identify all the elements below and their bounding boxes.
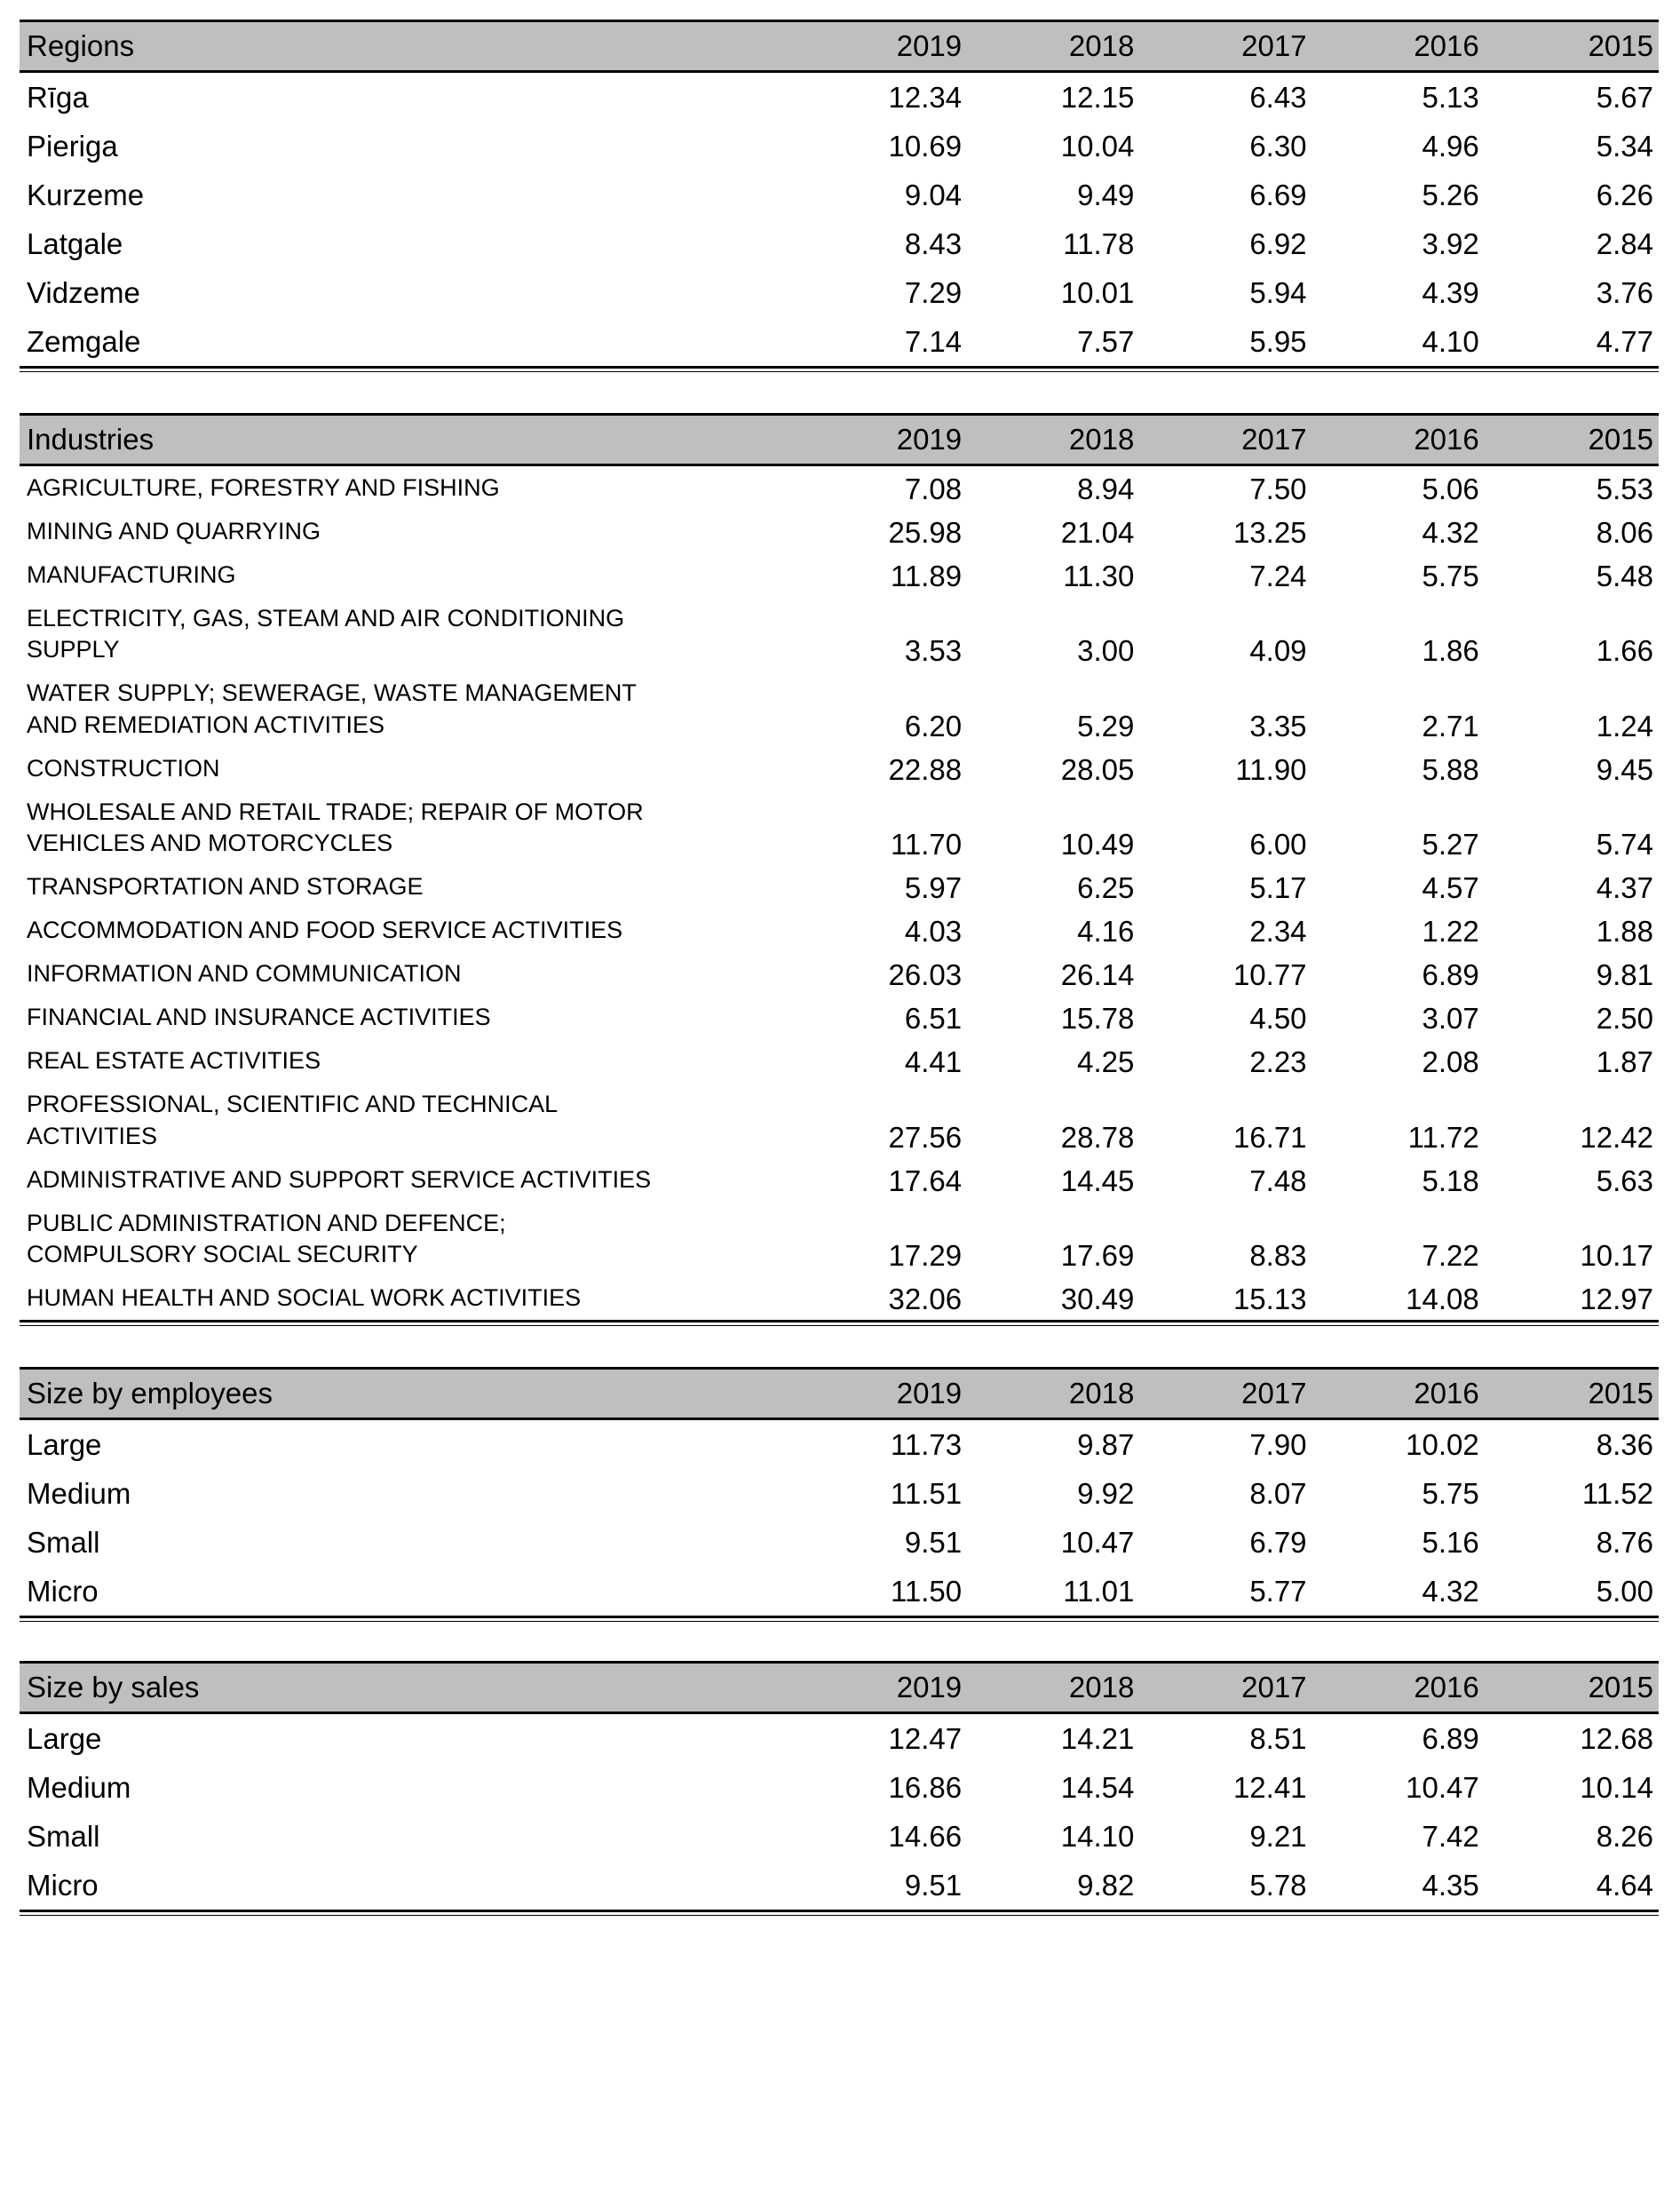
cell-2015: 8.06 [1596, 516, 1653, 550]
row-label: Pieriga [27, 130, 118, 163]
cell-2019: 26.03 [888, 958, 963, 992]
column-header-2018: 2018 [967, 1662, 1139, 1712]
cell-2016: 3.92 [1422, 227, 1479, 260]
row-label: ELECTRICITY, GAS, STEAM AND AIR CONDITIONING SUPPLY [27, 605, 625, 663]
row-label: Kurzeme [27, 179, 145, 211]
cell-2017: 5.78 [1249, 1868, 1307, 1902]
cell-2016: 4.35 [1422, 1868, 1479, 1902]
table-row [20, 996, 1659, 1039]
row-label: Micro [27, 1574, 99, 1608]
table-row [20, 1567, 1659, 1616]
cell-2017: 6.92 [1249, 227, 1307, 260]
row-label: Medium [27, 1476, 131, 1510]
table-header-row [20, 21, 1659, 72]
cell-2015: 5.34 [1596, 130, 1653, 163]
cell-2017: 5.94 [1249, 276, 1307, 309]
cell-2017: 8.51 [1249, 1721, 1307, 1755]
column-header-2018: 2018 [967, 415, 1139, 465]
table-header-row [20, 415, 1659, 465]
cell-2017: 3.35 [1249, 709, 1307, 743]
row-label: Latgale [27, 227, 123, 260]
cell-2018: 26.14 [1060, 958, 1135, 992]
row-label: ADMINISTRATIVE AND SUPPORT SERVICE ACTIVITIES [27, 1165, 652, 1193]
cell-2017: 7.90 [1249, 1427, 1307, 1461]
column-header-2019: 2019 [795, 21, 967, 72]
cell-2018: 17.69 [1060, 1238, 1135, 1272]
cell-2019: 25.98 [888, 516, 963, 550]
cell-2018: 11.30 [1063, 560, 1135, 593]
cell-2016: 5.75 [1422, 1476, 1479, 1510]
table-row [20, 317, 1659, 366]
cell-2015: 6.26 [1596, 179, 1653, 211]
cell-2016: 10.47 [1406, 1770, 1479, 1804]
table-row [20, 1158, 1659, 1202]
cell-2015: 4.77 [1596, 325, 1653, 358]
column-header-2016: 2016 [1312, 21, 1485, 72]
row-label: Zemgale [27, 325, 141, 358]
size-by-sales-table-body [20, 1712, 1659, 1910]
table-bottom-rule [20, 1616, 1659, 1618]
cell-2015: 9.81 [1596, 958, 1653, 992]
cell-2019: 9.51 [904, 1868, 963, 1902]
cell-2018: 10.01 [1060, 276, 1135, 309]
cell-2017: 4.09 [1249, 634, 1307, 668]
cell-2016: 5.18 [1422, 1164, 1479, 1197]
column-header-2015: 2015 [1485, 415, 1659, 465]
cell-2015: 5.48 [1596, 560, 1653, 593]
cell-2018: 11.78 [1063, 227, 1135, 260]
cell-2015: 11.52 [1581, 1476, 1653, 1510]
cell-2018: 10.49 [1060, 827, 1135, 861]
cell-2015: 1.88 [1596, 915, 1653, 949]
cell-2017: 2.34 [1249, 915, 1307, 949]
regions-table [20, 20, 1659, 366]
table-row [20, 1276, 1659, 1320]
cell-2019: 17.29 [888, 1238, 963, 1272]
table-row [20, 1763, 1659, 1812]
cell-2016: 7.22 [1422, 1238, 1479, 1272]
cell-2015: 12.68 [1580, 1721, 1653, 1755]
table-header-row [20, 1368, 1659, 1418]
cell-2019: 3.53 [904, 634, 963, 668]
column-header-size-by-employees: Size by employees [20, 1368, 795, 1418]
row-label: MANUFACTURING [27, 561, 236, 589]
table-row [20, 909, 1659, 952]
cell-2019: 9.51 [904, 1525, 963, 1559]
table-row [20, 952, 1659, 996]
table-row [20, 1469, 1659, 1518]
column-header-2017: 2017 [1139, 1662, 1312, 1712]
regions-table-head [20, 21, 1659, 72]
cell-2016: 4.32 [1422, 1574, 1479, 1608]
size-by-employees-table-body [20, 1418, 1659, 1616]
cell-2017: 5.17 [1249, 871, 1307, 905]
table-row [20, 747, 1659, 790]
column-header-2018: 2018 [967, 1368, 1139, 1418]
table-row [20, 510, 1659, 553]
cell-2015: 5.74 [1596, 827, 1653, 861]
row-label: REAL ESTATE ACTIVITIES [27, 1047, 321, 1075]
cell-2015: 10.14 [1580, 1770, 1653, 1804]
row-label: Small [27, 1525, 100, 1559]
table-row [20, 1518, 1659, 1567]
cell-2019: 5.97 [904, 871, 963, 905]
cell-2018: 14.10 [1060, 1819, 1135, 1853]
cell-2016: 7.42 [1422, 1819, 1479, 1853]
table-row [20, 122, 1659, 171]
cell-2018: 28.05 [1060, 752, 1135, 786]
table-row [20, 790, 1659, 865]
cell-2016: 14.08 [1406, 1282, 1479, 1315]
table-row [20, 1418, 1659, 1469]
regions-table-body [20, 72, 1659, 367]
cell-2017: 6.00 [1249, 827, 1307, 861]
table-bottom-rule [20, 1320, 1659, 1322]
cell-2019: 17.64 [888, 1164, 963, 1197]
cell-2019: 16.86 [888, 1770, 963, 1804]
cell-2018: 15.78 [1060, 1002, 1135, 1036]
column-header-size-by-sales: Size by sales [20, 1662, 795, 1712]
cell-2019: 6.20 [904, 709, 963, 743]
cell-2019: 11.51 [891, 1476, 963, 1510]
cell-2015: 5.63 [1596, 1164, 1653, 1197]
cell-2018: 4.16 [1077, 915, 1135, 949]
table-header-row [20, 1662, 1659, 1712]
column-header-2019: 2019 [795, 415, 967, 465]
table-row [20, 268, 1659, 317]
cell-2018: 30.49 [1060, 1282, 1135, 1315]
cell-2015: 9.45 [1596, 752, 1653, 786]
column-header-2018: 2018 [967, 21, 1139, 72]
cell-2015: 4.37 [1596, 871, 1653, 905]
cell-2018: 9.87 [1077, 1427, 1135, 1461]
cell-2019: 7.14 [904, 325, 963, 358]
cell-2017: 9.21 [1249, 1819, 1307, 1853]
cell-2016: 4.32 [1422, 516, 1479, 550]
column-header-2016: 2016 [1312, 1662, 1485, 1712]
row-label: FINANCIAL AND INSURANCE ACTIVITIES [27, 1004, 491, 1031]
cell-2017: 15.13 [1232, 1282, 1307, 1315]
table-row [20, 1039, 1659, 1083]
cell-2019: 7.08 [904, 473, 963, 506]
column-header-2015: 2015 [1485, 1662, 1659, 1712]
table-bottom-rule [20, 1910, 1659, 1912]
cell-2015: 4.64 [1596, 1868, 1653, 1902]
table-row [20, 671, 1659, 746]
cell-2016: 3.07 [1422, 1002, 1479, 1036]
cell-2015: 3.76 [1596, 276, 1653, 309]
table-row [20, 865, 1659, 909]
cell-2018: 5.29 [1077, 709, 1135, 743]
cell-2017: 8.07 [1249, 1476, 1307, 1510]
cell-2019: 14.66 [888, 1819, 963, 1853]
cell-2017: 16.71 [1232, 1120, 1307, 1154]
industries-table [20, 413, 1659, 1320]
row-label: TRANSPORTATION AND STORAGE [27, 872, 424, 900]
size-by-employees-table-head [20, 1368, 1659, 1418]
cell-2016: 4.57 [1422, 871, 1479, 905]
cell-2019: 8.43 [904, 227, 963, 260]
cell-2018: 8.94 [1077, 473, 1135, 506]
table-row [20, 465, 1659, 511]
table-row [20, 219, 1659, 268]
cell-2018: 9.49 [1077, 179, 1135, 211]
cell-2018: 28.78 [1060, 1120, 1135, 1154]
cell-2017: 4.50 [1249, 1002, 1307, 1036]
cell-2019: 4.03 [904, 915, 963, 949]
cell-2015: 8.76 [1596, 1525, 1653, 1559]
cell-2018: 14.21 [1060, 1721, 1135, 1755]
cell-2017: 10.77 [1232, 958, 1307, 992]
cell-2016: 2.71 [1422, 709, 1479, 743]
cell-2018: 9.82 [1077, 1868, 1135, 1902]
cell-2016: 5.27 [1422, 827, 1479, 861]
cell-2018: 6.25 [1077, 871, 1135, 905]
cell-2017: 12.41 [1232, 1770, 1307, 1804]
row-label: Large [27, 1427, 102, 1461]
cell-2017: 13.25 [1232, 516, 1307, 550]
row-label: Large [27, 1721, 102, 1755]
cell-2019: 9.04 [904, 179, 963, 211]
row-label: CONSTRUCTION [27, 754, 220, 782]
cell-2018: 10.47 [1060, 1525, 1135, 1559]
cell-2015: 5.00 [1596, 1574, 1653, 1608]
table-spacer [20, 372, 1659, 413]
cell-2018: 21.04 [1060, 516, 1135, 550]
table-row [20, 1202, 1659, 1276]
cell-2016: 1.86 [1422, 634, 1479, 668]
column-header-2017: 2017 [1139, 1368, 1312, 1418]
cell-2016: 4.39 [1422, 276, 1479, 309]
industries-table-head [20, 415, 1659, 465]
cell-2016: 10.02 [1406, 1427, 1479, 1461]
cell-2019: 6.51 [904, 1002, 963, 1036]
cell-2019: 22.88 [888, 752, 963, 786]
cell-2015: 10.17 [1580, 1238, 1653, 1272]
cell-2016: 11.72 [1407, 1120, 1479, 1154]
cell-2018: 9.92 [1077, 1476, 1135, 1510]
column-header-2015: 2015 [1485, 1368, 1659, 1418]
column-header-2017: 2017 [1139, 21, 1312, 72]
cell-2019: 10.69 [888, 130, 963, 163]
row-label: Vidzeme [27, 276, 140, 309]
cell-2019: 4.41 [904, 1045, 963, 1079]
cell-2018: 3.00 [1077, 634, 1135, 668]
column-header-2016: 2016 [1312, 415, 1485, 465]
row-label: PROFESSIONAL, SCIENTIFIC AND TECHNICAL ACTIVITIES [27, 1091, 559, 1149]
table-row [20, 1812, 1659, 1861]
table-bottom-rule [20, 366, 1659, 369]
cell-2017: 7.48 [1249, 1164, 1307, 1197]
size-by-sales-table [20, 1661, 1659, 1910]
cell-2017: 6.30 [1249, 130, 1307, 163]
row-label: Rīga [27, 81, 89, 114]
table-row [20, 72, 1659, 123]
cell-2018: 7.57 [1077, 325, 1135, 358]
cell-2016: 5.75 [1422, 560, 1479, 593]
row-label: WHOLESALE AND RETAIL TRADE; REPAIR OF MOTOR VEHICLES AND MOTORCYCLES [27, 798, 644, 856]
row-label: Micro [27, 1868, 99, 1902]
cell-2016: 2.08 [1422, 1045, 1479, 1079]
size-by-employees-table [20, 1367, 1659, 1616]
industries-table-body [20, 465, 1659, 1320]
row-label: MINING AND QUARRYING [27, 518, 321, 545]
column-header-2019: 2019 [795, 1662, 967, 1712]
cell-2017: 6.69 [1249, 179, 1307, 211]
table-row [20, 553, 1659, 597]
cell-2019: 11.70 [891, 827, 963, 861]
cell-2015: 2.84 [1596, 227, 1653, 260]
cell-2017: 8.83 [1249, 1238, 1307, 1272]
cell-2015: 12.42 [1580, 1120, 1653, 1154]
row-label: INFORMATION AND COMMUNICATION [27, 960, 462, 988]
table-row [20, 1083, 1659, 1157]
cell-2017: 7.24 [1249, 560, 1307, 593]
cell-2019: 11.73 [891, 1427, 963, 1461]
cell-2018: 14.54 [1060, 1770, 1135, 1804]
cell-2018: 11.01 [1063, 1574, 1135, 1608]
cell-2016: 5.88 [1422, 752, 1479, 786]
cell-2017: 6.43 [1249, 81, 1307, 114]
cell-2019: 32.06 [888, 1282, 963, 1315]
cell-2018: 10.04 [1060, 130, 1135, 163]
cell-2019: 11.50 [891, 1574, 963, 1608]
row-label: Small [27, 1819, 100, 1853]
cell-2015: 8.36 [1596, 1427, 1653, 1461]
cell-2016: 5.06 [1422, 473, 1479, 506]
cell-2017: 5.77 [1249, 1574, 1307, 1608]
cell-2015: 12.97 [1580, 1282, 1653, 1315]
column-header-2016: 2016 [1312, 1368, 1485, 1418]
cell-2015: 1.87 [1596, 1045, 1653, 1079]
cell-2015: 5.53 [1596, 473, 1653, 506]
cell-2015: 8.26 [1596, 1819, 1653, 1853]
row-label: PUBLIC ADMINISTRATION AND DEFENCE; COMPULSORY SOCIAL SECURITY [27, 1209, 506, 1267]
column-header-2015: 2015 [1485, 21, 1659, 72]
cell-2018: 14.45 [1060, 1164, 1135, 1197]
column-header-2019: 2019 [795, 1368, 967, 1418]
cell-2015: 5.67 [1596, 81, 1653, 114]
column-header-2017: 2017 [1139, 415, 1312, 465]
cell-2019: 12.34 [888, 81, 963, 114]
table-row [20, 171, 1659, 219]
cell-2019: 12.47 [888, 1721, 963, 1755]
cell-2016: 4.96 [1422, 130, 1479, 163]
column-header-industries: Industries [20, 415, 795, 465]
cell-2017: 2.23 [1249, 1045, 1307, 1079]
cell-2018: 4.25 [1077, 1045, 1135, 1079]
row-label: ACCOMMODATION AND FOOD SERVICE ACTIVITIES [27, 917, 623, 944]
table-row [20, 1712, 1659, 1763]
cell-2016: 6.89 [1422, 958, 1479, 992]
cell-2016: 6.89 [1422, 1721, 1479, 1755]
cell-2016: 4.10 [1422, 325, 1479, 358]
table-row [20, 597, 1659, 671]
cell-2016: 1.22 [1422, 915, 1479, 949]
size-by-sales-table-head [20, 1662, 1659, 1712]
column-header-regions: Regions [20, 21, 795, 72]
cell-2018: 12.15 [1060, 81, 1135, 114]
table-bottom-rule-thin [20, 1915, 1659, 1916]
table-spacer [20, 1326, 1659, 1367]
row-label: AGRICULTURE, FORESTRY AND FISHING [27, 474, 500, 501]
cell-2017: 11.90 [1235, 752, 1307, 786]
cell-2019: 27.56 [888, 1120, 963, 1154]
cell-2015: 1.66 [1596, 634, 1653, 668]
cell-2017: 6.79 [1249, 1525, 1307, 1559]
cell-2019: 7.29 [904, 276, 963, 309]
row-label: WATER SUPPLY; SEWERAGE, WASTE MANAGEMENT AND REMEDIATION ACTIVITIES [27, 679, 637, 738]
cell-2017: 7.50 [1249, 473, 1307, 506]
cell-2015: 1.24 [1596, 709, 1653, 743]
table-spacer [20, 1622, 1659, 1661]
cell-2019: 11.89 [891, 560, 963, 593]
cell-2016: 5.26 [1422, 179, 1479, 211]
cell-2016: 5.16 [1422, 1525, 1479, 1559]
table-row [20, 1861, 1659, 1910]
row-label: HUMAN HEALTH AND SOCIAL WORK ACTIVITIES [27, 1283, 582, 1311]
row-label: Medium [27, 1770, 131, 1804]
cell-2017: 5.95 [1249, 325, 1307, 358]
cell-2015: 2.50 [1596, 1002, 1653, 1036]
cell-2016: 5.13 [1422, 81, 1479, 114]
